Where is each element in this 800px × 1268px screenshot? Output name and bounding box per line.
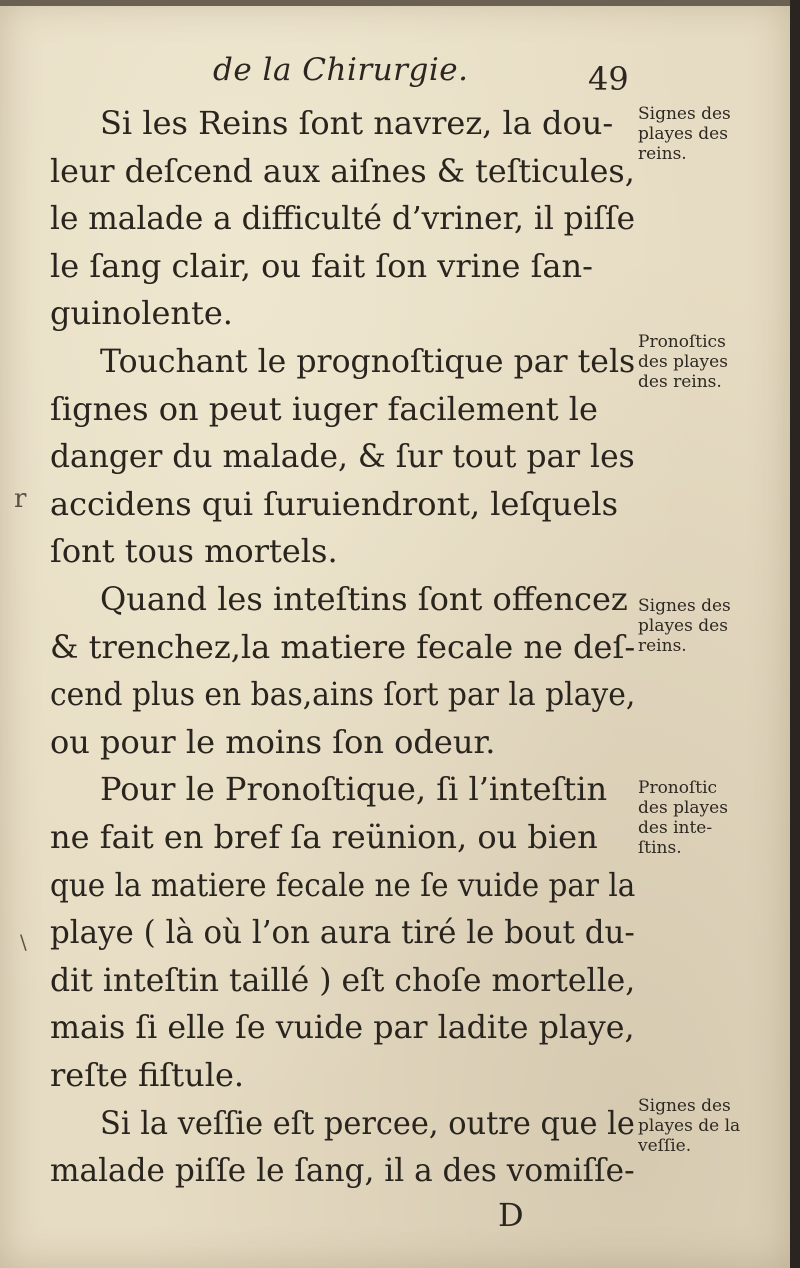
body-line: malade piſſe le ſang, il a des vomiſſe- bbox=[50, 1151, 635, 1190]
body-line: Touchant le prognoſtique par tels bbox=[100, 342, 636, 380]
margin-note-line: veſſie. bbox=[638, 1136, 692, 1156]
body-line: Si la veſſie eſt percee, outre que le bbox=[100, 1103, 635, 1142]
margin-note bbox=[638, 1096, 768, 1156]
body-line: le ſang clair, ou fait ſon vrine ſan- bbox=[50, 246, 593, 285]
margin-note-line: Pronoſtic bbox=[638, 778, 718, 798]
signature-mark: D bbox=[498, 1196, 524, 1234]
body-line: dit inteſtin taillé ) eſt choſe mortelle, bbox=[50, 960, 636, 999]
margin-note-line: playes des bbox=[638, 124, 728, 144]
body-line: ne fait en bref ſa reünion, ou bien bbox=[50, 818, 598, 856]
margin-pen-tick: \ bbox=[20, 930, 27, 954]
page-number: 49 bbox=[588, 60, 629, 98]
margin-note bbox=[638, 596, 768, 656]
body-line: reſte fiſtule. bbox=[50, 1056, 245, 1094]
margin-pen-mark: r bbox=[14, 484, 27, 514]
body-line: le malade a difficulté d’vriner, il piſſe bbox=[50, 199, 636, 238]
margin-note-line: Signes des bbox=[638, 1096, 731, 1116]
page-top-edge bbox=[0, 0, 790, 6]
margin-note bbox=[638, 778, 768, 858]
body-line: guinolente. bbox=[50, 294, 233, 333]
body-line: Pour le Pronoſtique, ſi l’inteſtin bbox=[100, 770, 608, 809]
margin-note bbox=[638, 332, 768, 392]
margin-note-line: ſtins. bbox=[638, 838, 682, 858]
running-head: de la Chirurgie. bbox=[213, 52, 469, 88]
body-line: & trenchez,la matiere fecale ne deſ- bbox=[50, 627, 636, 666]
body-line: ſont tous mortels. bbox=[50, 532, 338, 571]
margin-note-line: des inte- bbox=[638, 818, 713, 838]
margin-note-line: playes des bbox=[638, 616, 728, 636]
margin-note-line: des reins. bbox=[638, 372, 722, 392]
margin-note-line: des playes bbox=[638, 798, 728, 818]
body-line: leur deſcend aux aiſnes & teſticules, bbox=[50, 151, 635, 190]
body-line: cend plus en bas,ains ſort par la playe, bbox=[50, 675, 636, 714]
body-line: que la matiere fecale ne ſe vuide par la bbox=[50, 865, 636, 904]
body-line: danger du malade, & ſur tout par les bbox=[50, 437, 635, 476]
margin-note-line: reins. bbox=[638, 144, 687, 164]
body-line: Si les Reins ſont navrez, la dou- bbox=[100, 104, 614, 142]
body-line: accidens qui ſuruiendront, leſquels bbox=[50, 484, 618, 523]
body-line: mais ſi elle ſe vuide par ladite playe, bbox=[50, 1008, 635, 1047]
body-line: Quand les inteſtins ſont offencez bbox=[100, 580, 628, 618]
margin-note-line: Signes des bbox=[638, 596, 731, 616]
body-line: ſignes on peut iuger facilement le bbox=[50, 389, 598, 428]
margin-note-line: playes de la bbox=[638, 1116, 741, 1136]
margin-note-line: des playes bbox=[638, 352, 728, 372]
margin-note-line: reins. bbox=[638, 636, 687, 656]
margin-note bbox=[638, 104, 768, 164]
margin-note-line: Signes des bbox=[638, 104, 731, 124]
body-line: ou pour le moins ſon odeur. bbox=[50, 722, 496, 761]
body-line: playe ( là où l’on aura tiré le bout du- bbox=[50, 913, 635, 952]
margin-note-line: Pronoſtics bbox=[638, 332, 726, 352]
